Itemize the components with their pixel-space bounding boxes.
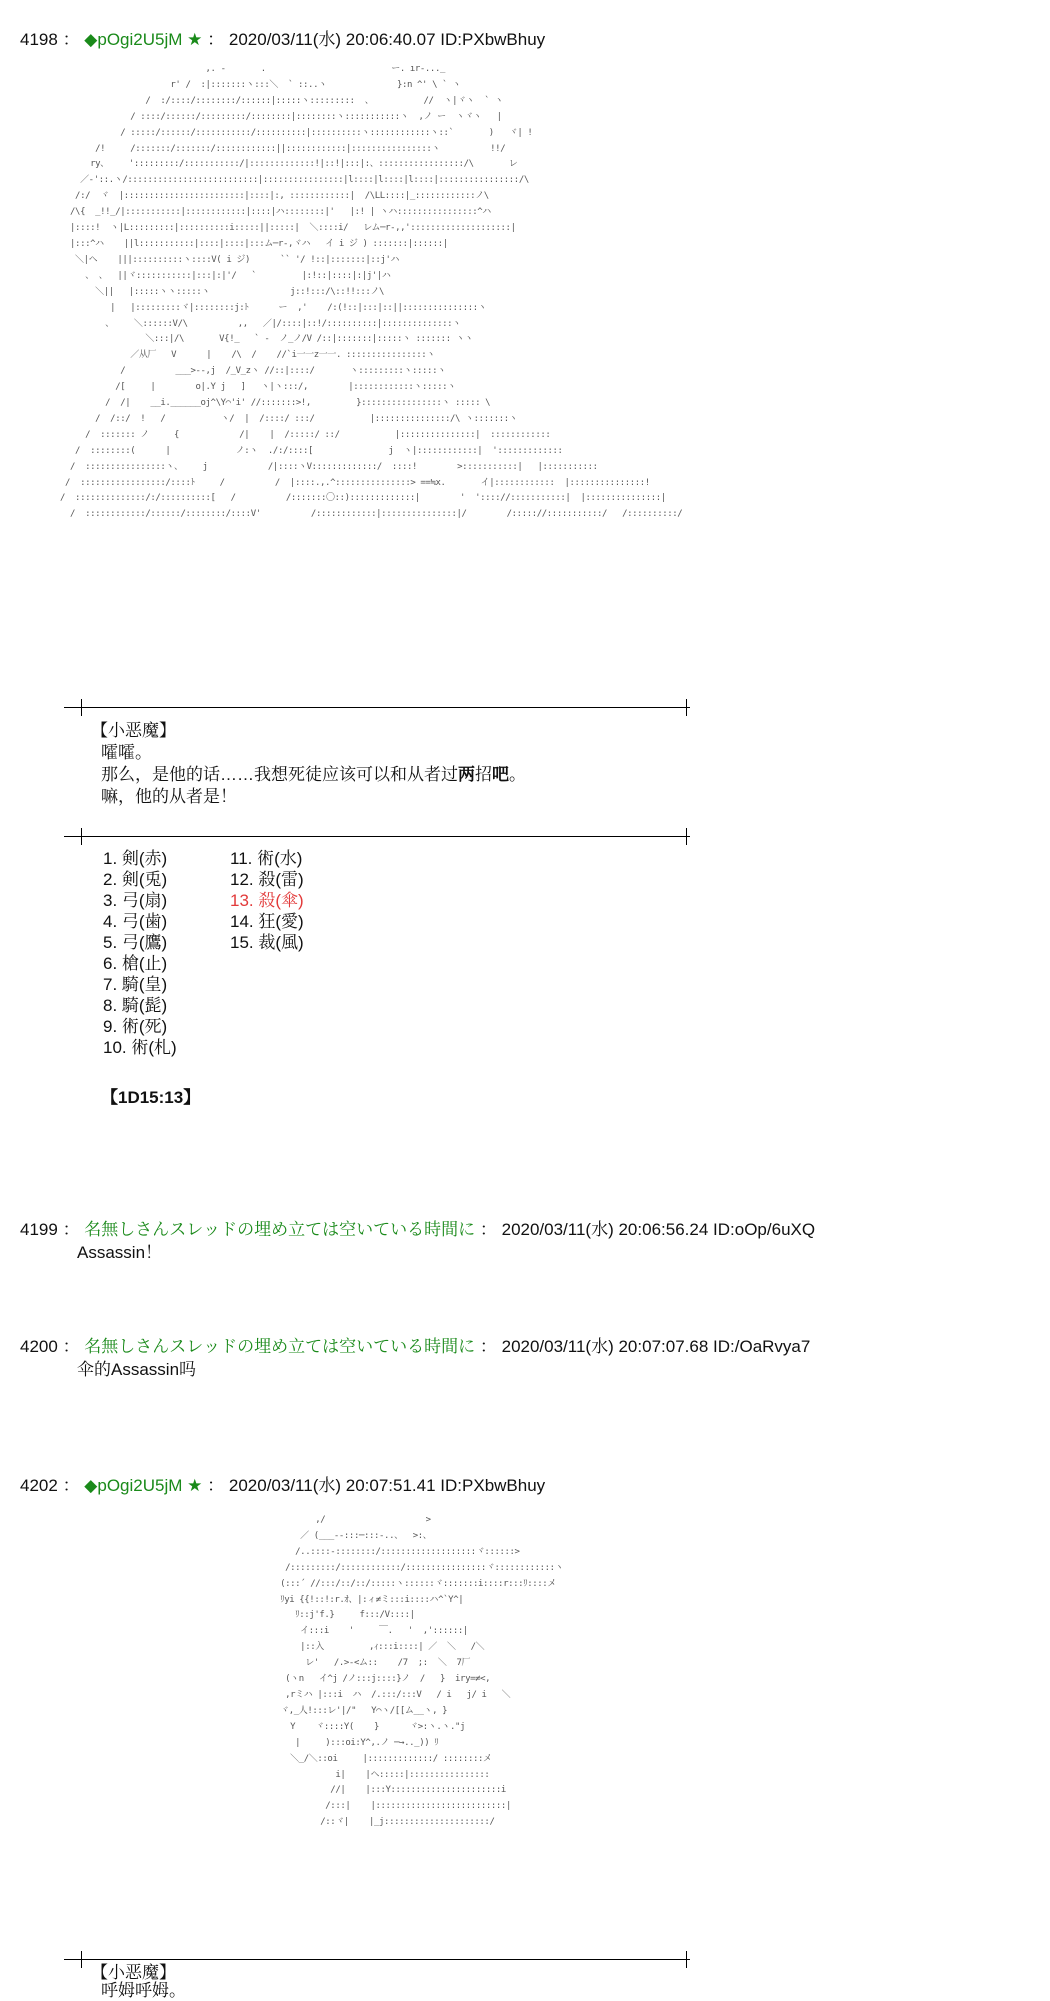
diamond-icon: ◆ [84, 30, 98, 49]
poster-id[interactable]: ID:PXbwBhuy [440, 1476, 546, 1495]
poster-name[interactable]: 名無しさんスレッドの埋め立ては空いている時間に [84, 1337, 476, 1356]
poster-id[interactable]: ID:PXbwBhuy [440, 30, 546, 49]
divider-tick [686, 1951, 687, 1968]
dice-result: 【1D15:13】 [101, 1088, 201, 1107]
separator: ： [479, 1220, 497, 1239]
post-datetime: 2020/03/11(水) 20:07:51.41 [228, 1476, 436, 1495]
post-body: Assassin！ [77, 1243, 163, 1262]
post-number: 4202 [20, 1476, 58, 1495]
post-number: 4200 [20, 1337, 58, 1356]
list-item: 5. 弓(鷹) [103, 933, 168, 952]
post-datetime: 2020/03/11(水) 20:06:40.07 [228, 30, 436, 49]
list-item: 10. 術(札) [103, 1038, 177, 1057]
choice-list-right [230, 848, 304, 953]
separator: ： [479, 1337, 497, 1356]
star-icon: ★ [187, 30, 203, 49]
list-item: 12. 殺(雷) [230, 870, 304, 889]
divider [64, 836, 690, 837]
poster-trip[interactable]: pOgi2U5jM [97, 1476, 183, 1495]
post-header [20, 1475, 545, 1496]
star-icon: ★ [187, 1476, 203, 1495]
post-body: 伞的Assassin吗 [77, 1360, 197, 1379]
choice-list-left [103, 848, 177, 1058]
post-datetime: 2020/03/11(水) 20:07:07.68 [501, 1337, 709, 1356]
divider [64, 707, 690, 708]
list-item-selected: 13. 殺(傘) [230, 891, 304, 910]
post-header [20, 1336, 810, 1357]
list-item: 3. 弓(扇) [103, 891, 168, 910]
ascii-art-character: ,. - . ー. ır-..._ r' / :|:::::::ヽ:::＼ ` ::..ヽ }:n ^' \ ` ヽ / :/::::/::::::::/::::::|:::::ヽ::::::::: 、 // ヽ|ヾヽ ` ヽ / ::::/::::::/:::::::::/::::::::|::::::::ヽ:::::::::::ヽ ,ノ ー ヽヾヽ | / :::::/::::::/:::::::::::/::::::::::|::::::::::ヽ::::::::::::ヽ::` ) ヾ| ! /! /:::::::/:::::::/::::::::::::||::::::::::::|::::::::::::::::ヽ !!/ ry、 ':::::::::/:::::::::::/|:::::::::::::!|::!|:::|:、:::::::::::::::::/\ レ ／-'::.ヽ/::::::::::::::::::::::::::|::::::::::::::::|l::::|l::::|l::::|::::::::::::::::/\ /:/ ヾ |::::::::::::::::::::::::|::::|:, ::::::::::::| /\LL::::|_::::::::::::ノ\ /\{ _!!_/|:::::::::::|::::::::::::|::::|ハ::::::::|' |:! | ヽハ::::::::::::::::^ハ |::::! ヽ|L:::::::::|::::::::::i:::::||:::::| ＼::::i/ レム─r-,,'::::::::::::::::::::| |:::^ハ ||l:::::::::::|::::|::::|:::ム─r-,ヾハ イ i ジ ) :::::::|::::::| ＼|ヘ |||::::::::::ヽ::::V( i ジ) `` '/ !::|:::::::|::j'ハ 、 、 ||ヾ:::::::::::|:::|:|'/ ` |:!::|::::|:|j'|ハ ＼|| |:::::ヽヽ:::::ヽ j::!:::/\::!!:::ノ\ | |:::::::::ヾ|::::::::j:ﾄ ー ,' /:(!::|:::|::||:::::::::::::::ヽ 、 ＼::::::V/\ ,, ／|/::::|::!/::::::::::|::::::::::::::ヽ ＼:::|/\ V{!_ ` - ノ_ノ/V /::|:::::::|:::::ヽ ::::::: ヽヽ ／从厂 V | /\ / //`i一一z一一. ::::::::::::::::ヽ / ___>--,j /_V_zヽ //::|::::/ ヽ:::::::::ヽ:::::ヽ /[ | o|.Y j ] ヽ|ヽ:::/, |::::::::::::ヽ:::::ヽ / /| __i.______oj^\Y⌒'i' //:::::::>!, }::::::::::::::::ヽ ::::: \ / /::/ ! / ヽ/ | /::::/ :::/ |:::::::::::::::/\ ヽ:::::::ヽ / ::::::: ノ { /| | /:::::/ ::/ |:::::::::::::::| :::::::::::: / ::::::::( | ノ:ヽ ./:/::::[ j ヽ|::::::::::::| '::::::::::::: / ::::::::::::::::ヽ、 j /|::::ヽV:::::::::::::/ ::::! >:::::::::::| |::::::::::: / :::::::::::::::::/::::ﾄ / / |::::.,.^:::::::::::::::> ==≒x. イ|:::::::::::: |:::::::::::::::! / ::::::::::::::/:/::::::::::[ / /:::::::〇::):::::::::::::| ' ':::://:::::::::::| |:::::::::::::::| / ::::::::::::/::::::/::::::::/::::V' /::::::::::::|:::::::::::::::|/ /::::://:::::::::::/ /::::::::::/ [60, 64, 683, 520]
dialogue-line: 那么，是他的话……我想死徒应该可以和从者过两招吧。 [101, 765, 526, 784]
post-header [20, 1219, 815, 1240]
diamond-icon: ◆ [84, 1476, 98, 1495]
separator: ： [207, 30, 225, 49]
divider-tick [81, 828, 82, 845]
speaker-label: 【小恶魔】 [91, 1963, 176, 1982]
list-item: 8. 騎(髭) [103, 996, 168, 1015]
separator: ： [62, 30, 80, 49]
divider-tick [81, 1951, 82, 1968]
list-item: 15. 裁(風) [230, 933, 304, 952]
separator: ： [62, 1476, 80, 1495]
separator: ： [62, 1220, 80, 1239]
speaker-label: 【小恶魔】 [91, 721, 176, 740]
ascii-art-character: ,/ > ／ (___--:::─:::-..、 >:、 /..::::-::::::::/:::::::::::::::::::ヾ::::::> /:::::::::/::::::::::::/::::::::::::::::ヾ::::::::::::ヽ (:::´ //:::/::/::/:::::ヽ::::::ヾ:::::::i::::r:::ﾘ::::メ ﾘyi {{!::!:r.ｵ、|:ィ≠ミ:::i::::ハ^`Y^| ﾘ::j'f.} f:::/V::::| イ:::i ' ￣. ' ,'::::::| |::入 ,ｨ:::i::::| ／ ＼ /＼ レ' /.>-<ム:: /7 ;: ＼ 7厂 (ヽn イ^j /ノ:::j::::}ノ / } iry=≠<, ,rミハ |:::i ハ /.:::/:::V / i j/ i ＼ ヾ,_人!:::レ'|/" Y⌒ヽ/[[ム__ヽ, } Y ヾ::::Y( } ヾ>:ヽ.ヽ."j | ):::oi:Y^,.ノ ─→.._)) ﾘ ＼_/＼::oi |:::::::::::::/ ::::::::メ i| |ヘ:::::|:::::::::::::::: //| |:::Y::::::::::::::::::::::i /:::| |::::::::::::::::::::::::::| /::ヾ| |_j:::::::::::::::::::::/ [280, 1515, 564, 1828]
dialogue-line: 呼姆呼姆。 [101, 1981, 186, 2000]
divider-tick [81, 699, 82, 716]
divider [64, 1959, 690, 1960]
post-header [20, 29, 545, 50]
separator: ： [207, 1476, 225, 1495]
list-item: 11. 術(水) [230, 849, 303, 868]
divider-tick [686, 699, 687, 716]
post-number: 4199 [20, 1220, 58, 1239]
poster-id[interactable]: ID:/OaRvya7 [713, 1337, 811, 1356]
list-item: 2. 剣(兎) [103, 870, 168, 889]
list-item: 4. 弓(歯) [103, 912, 168, 931]
poster-name[interactable]: 名無しさんスレッドの埋め立ては空いている時間に [84, 1220, 476, 1239]
list-item: 1. 剣(赤) [103, 849, 168, 868]
list-item: 9. 術(死) [103, 1017, 168, 1036]
list-item: 14. 狂(愛) [230, 912, 304, 931]
list-item: 6. 槍(止) [103, 954, 168, 973]
dialogue-line: 嚯嚯。 [101, 743, 152, 762]
post-datetime: 2020/03/11(水) 20:06:56.24 [501, 1220, 709, 1239]
separator: ： [62, 1337, 80, 1356]
list-item: 7. 騎(皇) [103, 975, 168, 994]
dialogue-line: 嘛，他的从者是！ [101, 787, 237, 806]
poster-id[interactable]: ID:oOp/6uXQ [713, 1220, 816, 1239]
divider-tick [686, 828, 687, 845]
poster-trip[interactable]: pOgi2U5jM [97, 30, 183, 49]
post-number: 4198 [20, 30, 58, 49]
